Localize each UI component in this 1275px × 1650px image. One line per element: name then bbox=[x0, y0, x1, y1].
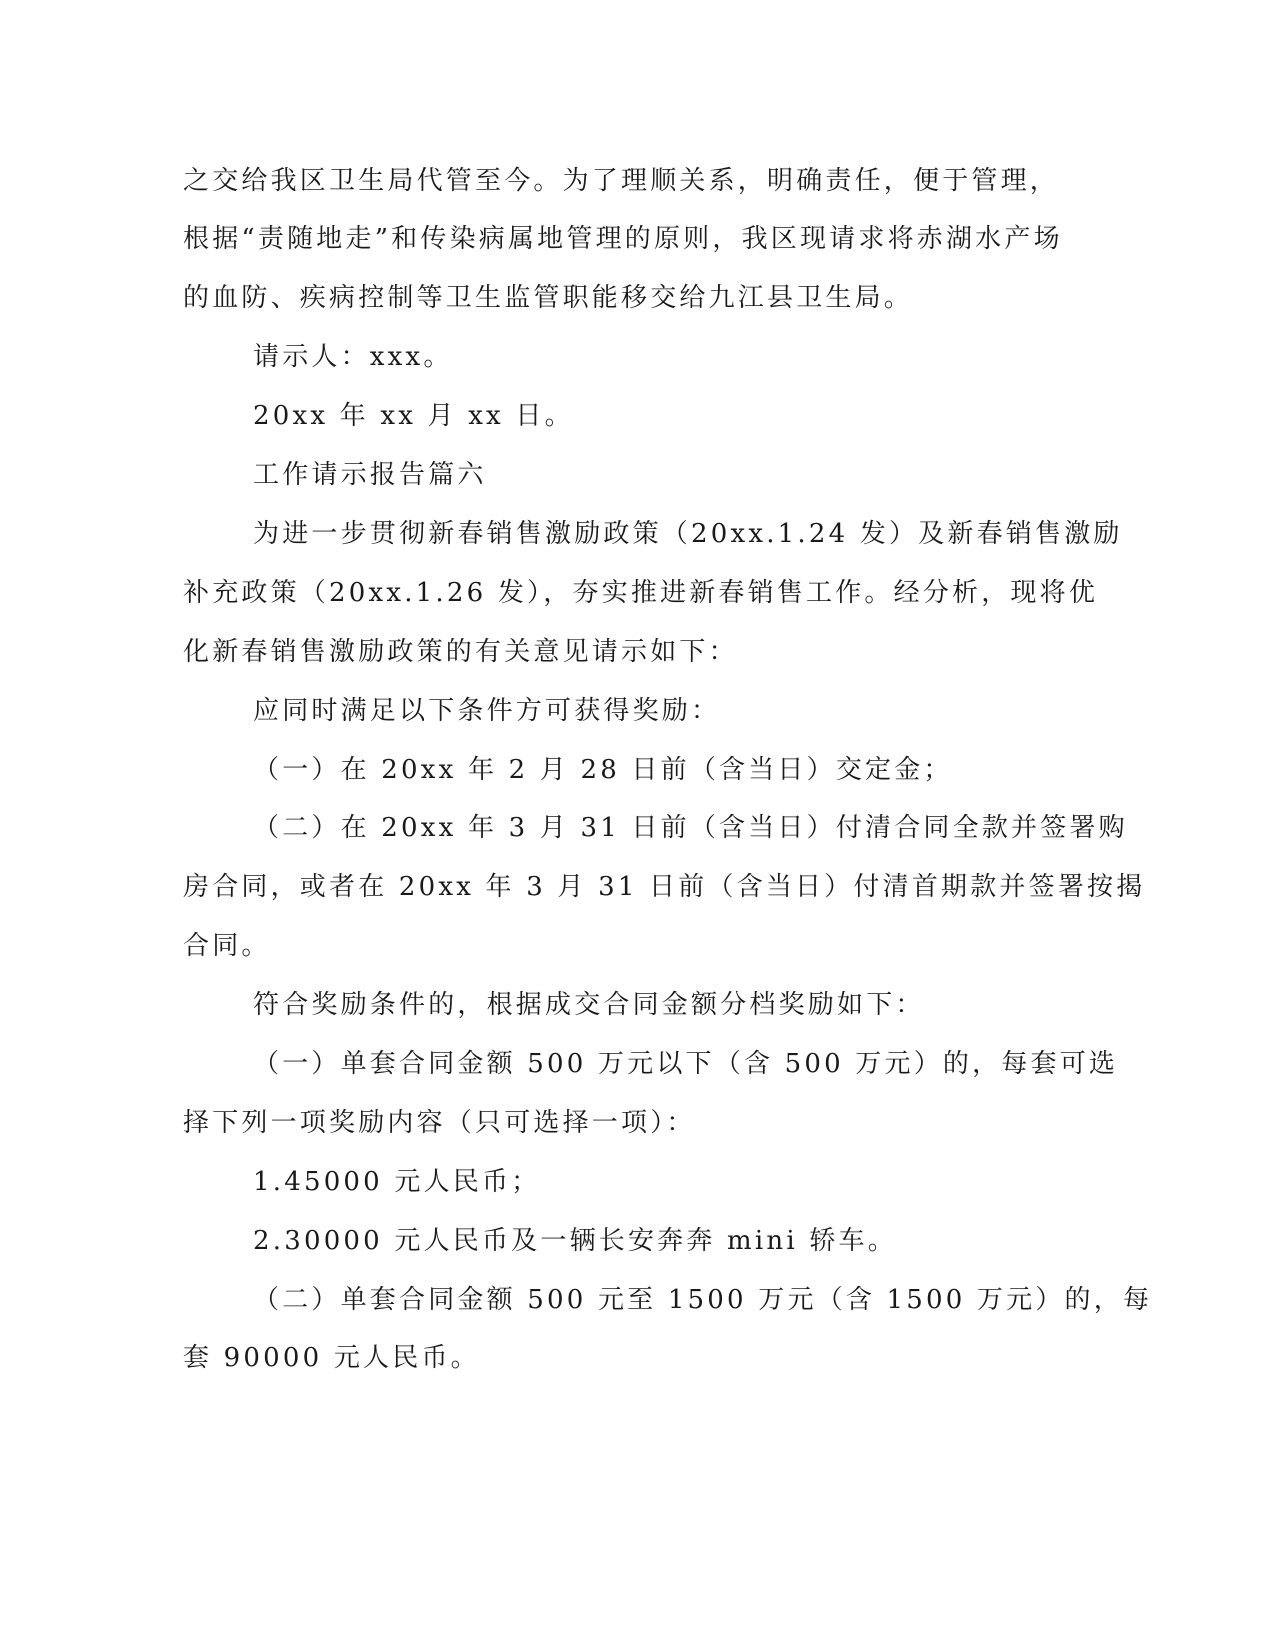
list-item: （一）在 20xx 年 2 月 28 日前（含当日）交定金； bbox=[253, 755, 953, 785]
paragraph-line: 之交给我区卫生局代管至今。为了理顺关系，明确责任，便于管理， bbox=[183, 166, 1060, 196]
section-heading: 工作请示报告篇六 bbox=[253, 460, 487, 490]
paragraph-line: 为进一步贯彻新春销售激励政策（20xx.1.24 发）及新春销售激励 bbox=[253, 519, 1123, 549]
paragraph-line: 择下列一项奖励内容（只可选择一项）： bbox=[183, 1108, 696, 1138]
requester-line: 请示人：xxx。 bbox=[253, 342, 453, 372]
paragraph-line: 化新春销售激励政策的有关意见请示如下： bbox=[183, 637, 738, 667]
list-item: （二）单套合同金额 500 元至 1500 万元（含 1500 万元）的，每 bbox=[253, 1285, 1153, 1315]
list-item: 2.30000 元人民币及一辆长安奔奔 mini 轿车。 bbox=[253, 1226, 897, 1256]
paragraph-line: 符合奖励条件的，根据成交合同金额分档奖励如下： bbox=[253, 990, 925, 1020]
paragraph-line: 套 90000 元人民币。 bbox=[183, 1343, 480, 1373]
list-item: 1.45000 元人民币； bbox=[253, 1167, 541, 1197]
date-line: 20xx 年 xx 月 xx 日。 bbox=[253, 401, 574, 431]
paragraph-line: 补充政策（20xx.1.26 发），夯实推进新春销售工作。经分析，现将优 bbox=[183, 578, 1099, 608]
list-item: （一）单套合同金额 500 万元以下（含 500 万元）的，每套可选 bbox=[253, 1049, 1119, 1079]
paragraph-line: 合同。 bbox=[183, 931, 271, 961]
paragraph-line: 房合同，或者在 20xx 年 3 月 31 日前（含当日）付清首期款并签署按揭 bbox=[183, 872, 1146, 902]
list-item: （二）在 20xx 年 3 月 31 日前（含当日）付清合同全款并签署购 bbox=[253, 813, 1128, 843]
paragraph-line: 应同时满足以下条件方可获得奖励： bbox=[253, 696, 721, 726]
paragraph-line: 的血防、疾病控制等卫生监管职能移交给九江县卫生局。 bbox=[183, 283, 914, 313]
paragraph-line: 根据“责随地走”和传染病属地管理的原则，我区现请求将赤湖水产场 bbox=[183, 224, 1063, 254]
